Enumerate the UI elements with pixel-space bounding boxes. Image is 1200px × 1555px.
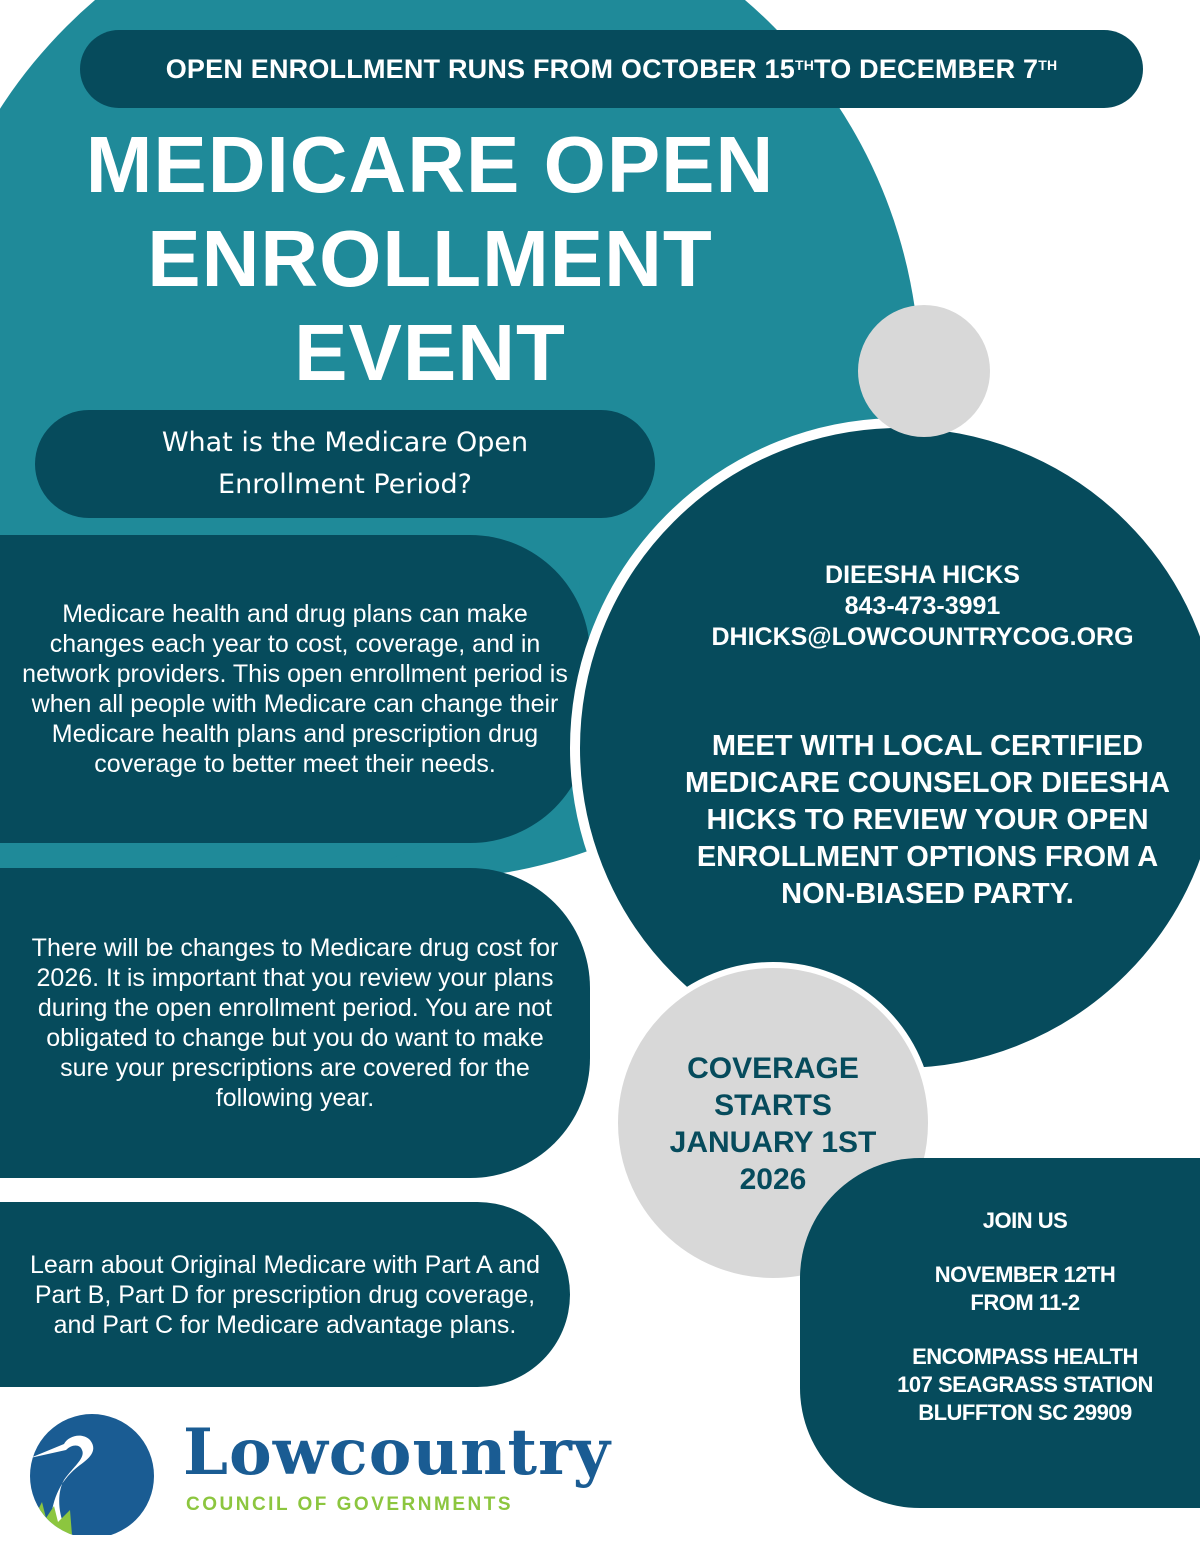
event-date: NOVEMBER 12TH: [934, 1262, 1116, 1287]
info-box-1: [0, 535, 590, 843]
meet-counselor-text: MEET WITH LOCAL CERTIFIED MEDICARE COUNSELOR DIEESHA HICKS TO REVIEW YOUR OPEN ENROLLMENT OPTIONS FROM A NON-BIASED PARTY.: [685, 730, 1170, 910]
join-us-heading: JOIN US: [982, 1208, 1068, 1233]
question-text: What is the Medicare Open Enrollment Period?: [161, 427, 529, 500]
enrollment-dates-banner: [80, 30, 1143, 108]
event-venue: ENCOMPASS HEALTH: [912, 1344, 1138, 1369]
page-title: [40, 118, 820, 400]
event-details: [845, 1207, 1200, 1427]
heron-logo-icon: [20, 1410, 170, 1535]
contact-email[interactable]: DHICKS@LOWCOUNTRYCOG.ORG: [711, 623, 1134, 651]
decorative-grey-circle: [858, 305, 990, 437]
coverage-line-1: COVERAGE: [687, 1052, 859, 1085]
title-line-3: EVENT: [294, 308, 566, 397]
banner-sup-1: TH: [794, 57, 815, 73]
question-pill: [35, 410, 655, 518]
banner-text-start: OPEN ENROLLMENT RUNS FROM OCTOBER 15: [165, 53, 795, 84]
logo-name: Lowcountry: [183, 1415, 611, 1490]
title-line-1: MEDICARE OPEN: [85, 120, 775, 209]
event-city: BLUFFTON SC 29909: [918, 1400, 1132, 1425]
info-box-3: [0, 1202, 570, 1387]
info-box-2-text: There will be changes to Medicare drug cost for 2026. It is important that you review your plans during the open enrollment period. You are not obligated to change but you do want to make sure your prescriptions are covered for the following year.: [31, 934, 559, 1112]
event-street: 107 SEAGRASS STATION: [897, 1372, 1153, 1397]
contact-phone[interactable]: 843-473-3991: [844, 592, 1001, 620]
contact-name: DIEESHA HICKS: [825, 561, 1020, 589]
title-line-2: ENROLLMENT: [147, 214, 713, 303]
coverage-line-2: STARTS: [714, 1089, 832, 1122]
coverage-line-3: JANUARY 1ST: [669, 1126, 877, 1159]
coverage-line-4: 2026: [739, 1163, 807, 1196]
info-box-2: [0, 868, 590, 1178]
info-box-1-text: Medicare health and drug plans can make changes each year to cost, coverage, and in network providers. This open enrollment period is when all people with Medicare can change their Medicare health plans and prescription drug coverage to better meet their needs.: [22, 600, 568, 778]
info-box-3-text: Learn about Original Medicare with Part A and Part B, Part D for prescription drug coverage, and Part C for Medicare advantage plans.: [29, 1250, 541, 1339]
banner-text-mid: TO DECEMBER 7: [814, 53, 1039, 84]
logo-subtitle: COUNCIL OF GOVERNMENTS: [186, 1494, 513, 1515]
contact-block: [640, 560, 1200, 653]
banner-sup-2: TH: [1038, 57, 1058, 73]
event-time: FROM 11-2: [970, 1290, 1080, 1315]
